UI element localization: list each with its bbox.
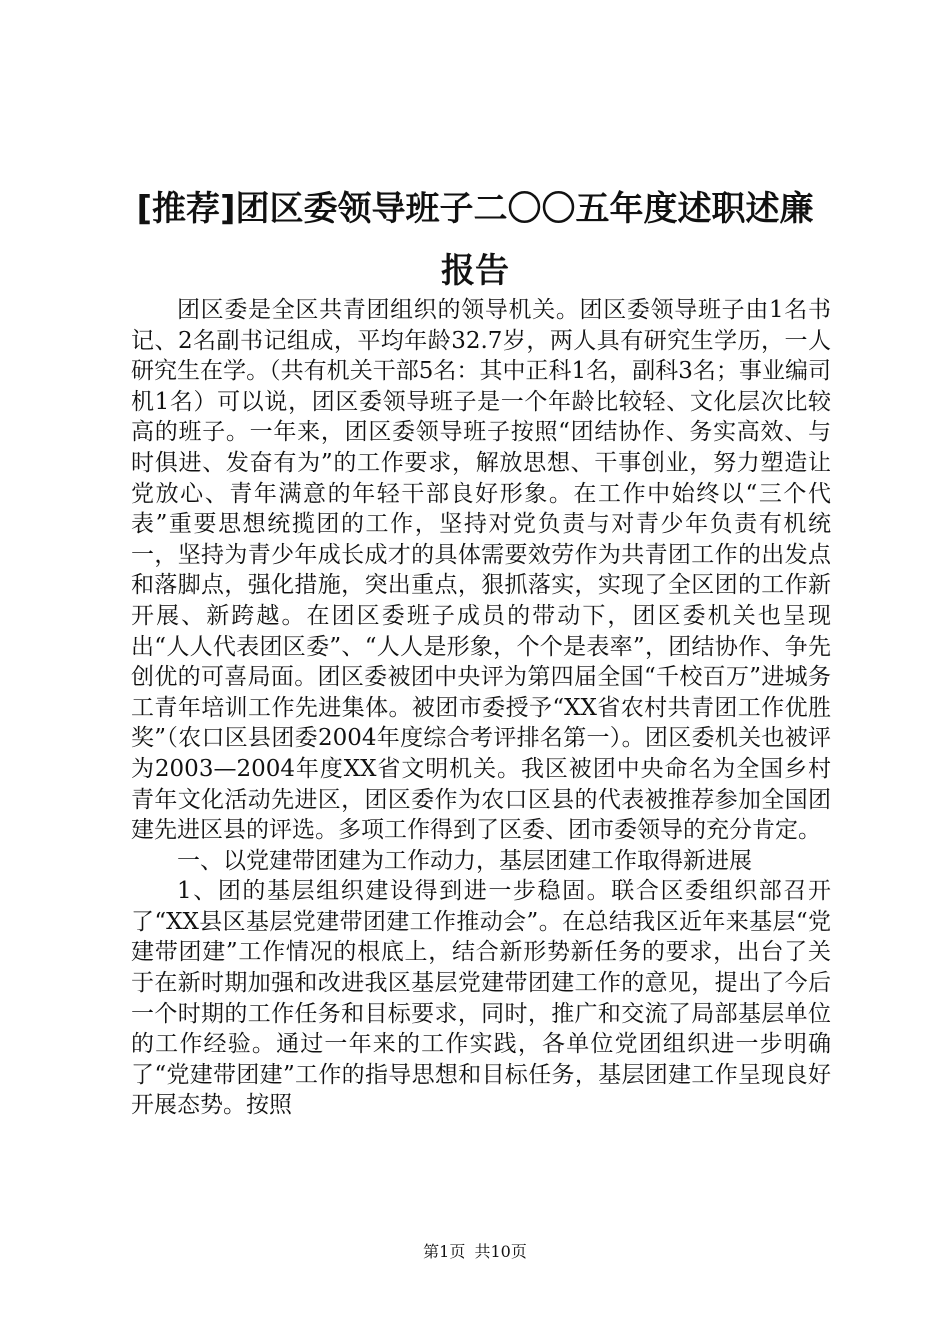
paragraph-section-1: 1、团的基层组织建设得到进一步稳固。联合区委组织部召开了“XX县区基层党建带团建工作推动会”。在总结我区近年来基层“党建带团建”工作情况的根底上，结合新形势新任务的要求，出台了关于在新时期加强和改进我区基层党建带团建工作的意见，提出了今后一个时期的工作任务和目标要求，同时，推广和交流了局部基层单位的工作经验。通过一年来的工作实践，各单位党团组织进一步明确了“党建带团建”工作的指导思想和目标任务，基层团建工作呈现良好开展态势。按照 xyxy=(131,878,831,1119)
page-footer xyxy=(0,1242,950,1262)
paragraph-intro: 团区委是全区共青团组织的领导机关。团区委领导班子由1名书记、2名副书记组成，平均年龄32.7岁，两人具有研究生学历，一人研究生在学。（共有机关干部5名：其中正科1名，副科3名；事业编司机1名）可以说，团区委领导班子是一个年龄比较轻、文化层次比较高的班子。一年来，团区委领导班子按照“团结协作、务实高效、与时俱进、发奋有为”的工作要求，解放思想、干事创业，努力塑造让党放心、青年满意的年轻干部良好形象。在工作中始终以“三个代表”重要思想统揽团的工作，坚持对党负责与对青少年负责有机统一，坚持为青少年成长成才的具体需要效劳作为共青团工作的出发点和落脚点，强化措施，突出重点，狠抓落实，实现了全区团的工作新开展、新跨越。在团区委班子成员的带动下，团区委机关也呈现出“人人代表团区委”、“人人是形象，个个是表率”，团结协作、争先创优的可喜局面。团区委被团中央评为第四届全国“千校百万”进城务工青年培训工作先进集体。被团市委授予“XX省农村共青团工作优胜奖”（农口区县团委2004年度综合考评排名第一）。团区委机关也被评为2003—2004年度XX省文明机关。我区被团中央命名为全国乡村青年文化活动先进区，团区委作为农口区县的代表被推荐参加全国团建先进区县的评选。多项工作得到了区委、团市委领导的充分肯定。 xyxy=(131,297,831,844)
title-line-1: [推荐]团区委领导班子二〇〇五年度述职述廉 xyxy=(136,189,814,229)
document-title xyxy=(100,178,850,302)
section-heading: 一、以党建带团建为工作动力，基层团建工作取得新进展 xyxy=(177,847,752,874)
document-body xyxy=(131,295,831,1121)
page-total: 共10页 xyxy=(474,1242,527,1261)
page-number: 第1页 xyxy=(423,1242,466,1261)
title-line-2: 报告 xyxy=(441,251,509,291)
